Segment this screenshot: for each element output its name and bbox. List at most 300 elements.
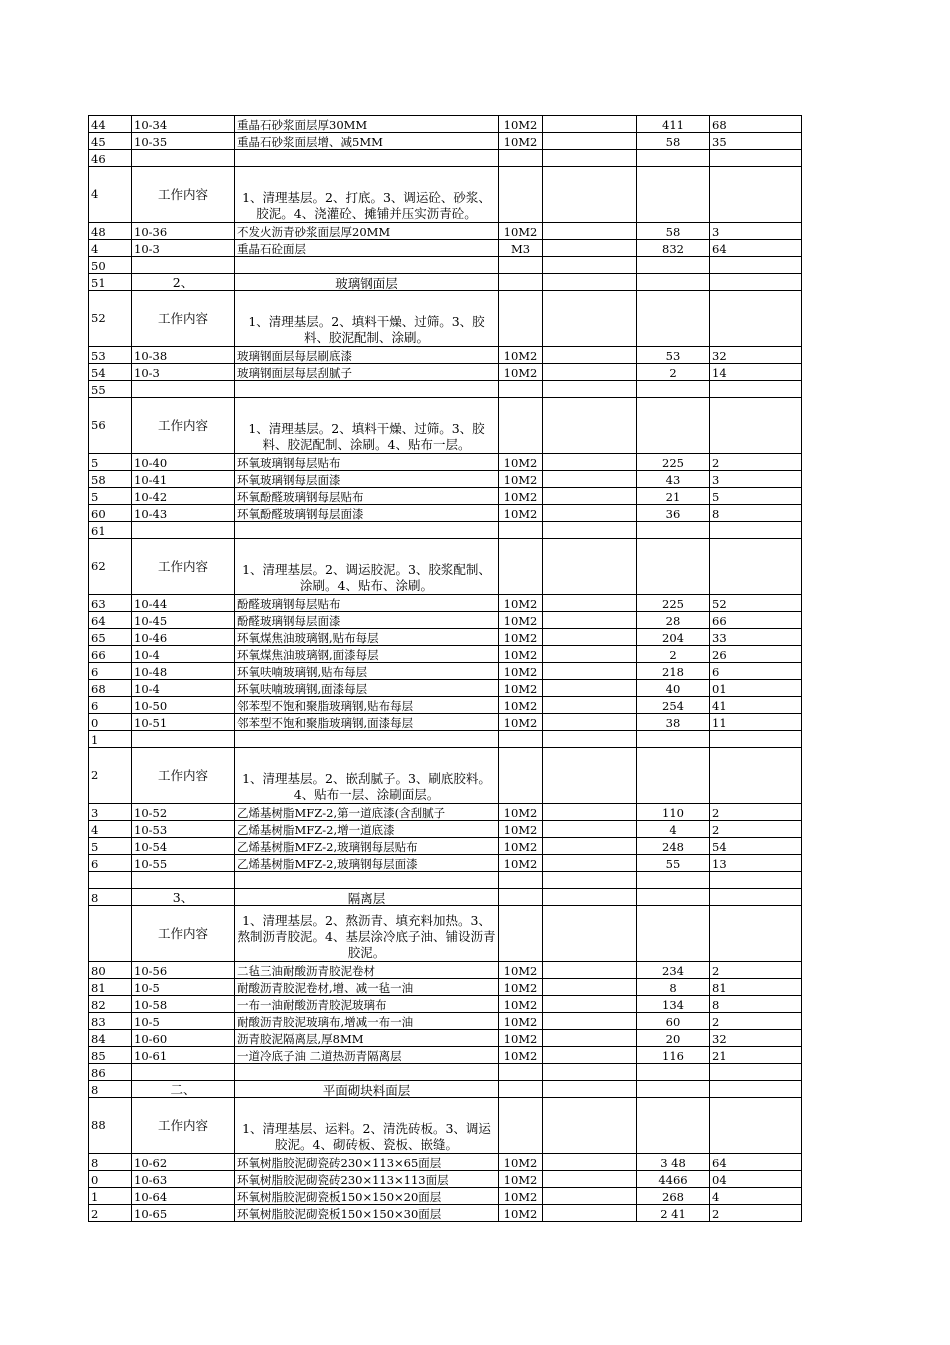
unit-cell: 10M2 <box>499 680 543 697</box>
quota-code-cell: 10-44 <box>132 595 235 612</box>
table-row <box>89 855 802 872</box>
table-row <box>89 454 802 471</box>
item-name-cell: 酚醛玻璃钢每层面漆 <box>235 612 499 629</box>
table-row <box>89 821 802 838</box>
unit-cell: 10M2 <box>499 646 543 663</box>
item-name-cell: 1、清理基层。2、填料干燥、过筛。3、胶料、胶泥配制、涂刷。4、贴布一层。 <box>235 398 499 454</box>
price-decimal-cell <box>710 872 802 889</box>
table-row <box>89 906 802 962</box>
quota-code-cell: 工作内容 <box>132 167 235 223</box>
blank-cell <box>543 167 637 223</box>
price-integer-cell: 218 <box>637 663 710 680</box>
row-number-cell: 45 <box>89 133 132 150</box>
table-row <box>89 889 802 906</box>
unit-cell: 10M2 <box>499 364 543 381</box>
table-row <box>89 274 802 291</box>
table-row <box>89 629 802 646</box>
table-row <box>89 748 802 804</box>
unit-cell: 10M2 <box>499 471 543 488</box>
unit-cell <box>499 1064 543 1081</box>
price-integer-cell: 28 <box>637 612 710 629</box>
price-integer-cell: 268 <box>637 1188 710 1205</box>
unit-cell: 10M2 <box>499 595 543 612</box>
row-number-cell: 8 <box>89 889 132 906</box>
table-row <box>89 680 802 697</box>
table-row <box>89 116 802 133</box>
quota-code-cell: 10-53 <box>132 821 235 838</box>
unit-cell: 10M2 <box>499 1030 543 1047</box>
item-name-cell: 沥青胶泥隔离层,厚8MM <box>235 1030 499 1047</box>
unit-cell <box>499 889 543 906</box>
item-name-cell: 邻苯型不饱和聚脂玻璃钢,贴布每层 <box>235 697 499 714</box>
blank-cell <box>543 223 637 240</box>
unit-cell <box>499 381 543 398</box>
unit-cell: 10M2 <box>499 838 543 855</box>
item-name-cell: 一道冷底子油 二道热沥青隔离层 <box>235 1047 499 1064</box>
quota-code-cell <box>132 150 235 167</box>
blank-cell <box>543 906 637 962</box>
quota-code-cell <box>132 257 235 274</box>
row-number-cell: 4 <box>89 240 132 257</box>
price-integer-cell: 411 <box>637 116 710 133</box>
row-number-cell <box>89 906 132 962</box>
unit-cell: 10M2 <box>499 821 543 838</box>
row-number-cell: 4 <box>89 821 132 838</box>
price-integer-cell: 248 <box>637 838 710 855</box>
quota-code-cell: 10-63 <box>132 1171 235 1188</box>
row-number-cell: 5 <box>89 838 132 855</box>
price-decimal-cell: 35 <box>710 133 802 150</box>
blank-cell <box>543 821 637 838</box>
blank-cell <box>543 612 637 629</box>
item-name-cell <box>235 522 499 539</box>
quota-code-cell: 10-62 <box>132 1154 235 1171</box>
item-name-cell: 邻苯型不饱和聚脂玻璃钢,面漆每层 <box>235 714 499 731</box>
unit-cell: 10M2 <box>499 1205 543 1222</box>
blank-cell <box>543 680 637 697</box>
price-integer-cell <box>637 398 710 454</box>
unit-cell: 10M2 <box>499 347 543 364</box>
row-number-cell: 8 <box>89 1154 132 1171</box>
table-row <box>89 347 802 364</box>
item-name-cell: 一布一油耐酸沥青胶泥玻璃布 <box>235 996 499 1013</box>
price-integer-cell: 254 <box>637 697 710 714</box>
unit-cell: 10M2 <box>499 714 543 731</box>
unit-cell: 10M2 <box>499 962 543 979</box>
price-integer-cell: 20 <box>637 1030 710 1047</box>
table-row <box>89 291 802 347</box>
quota-code-cell: 10-65 <box>132 1205 235 1222</box>
price-decimal-cell <box>710 906 802 962</box>
price-decimal-cell: 64 <box>710 240 802 257</box>
blank-cell <box>543 996 637 1013</box>
row-number-cell: 55 <box>89 381 132 398</box>
price-integer-cell: 2 <box>637 364 710 381</box>
unit-cell <box>499 257 543 274</box>
price-decimal-cell: 11 <box>710 714 802 731</box>
price-decimal-cell <box>710 398 802 454</box>
price-decimal-cell <box>710 257 802 274</box>
table-row <box>89 150 802 167</box>
blank-cell <box>543 1154 637 1171</box>
unit-cell: 10M2 <box>499 488 543 505</box>
price-integer-cell: 36 <box>637 505 710 522</box>
quota-code-cell: 10-43 <box>132 505 235 522</box>
row-number-cell: 84 <box>89 1030 132 1047</box>
unit-cell: 10M2 <box>499 663 543 680</box>
item-name-cell: 1、清理基层。2、熬沥青、填充料加热。3、熬制沥青胶泥。4、基层涂冷底子油、铺设沥青胶泥。 <box>235 906 499 962</box>
row-number-cell: 53 <box>89 347 132 364</box>
price-decimal-cell: 41 <box>710 697 802 714</box>
price-decimal-cell: 64 <box>710 1154 802 1171</box>
row-number-cell: 6 <box>89 663 132 680</box>
unit-cell: 10M2 <box>499 979 543 996</box>
blank-cell <box>543 488 637 505</box>
price-integer-cell: 4 <box>637 821 710 838</box>
item-name-cell: 环氧煤焦油玻璃钢,贴布每层 <box>235 629 499 646</box>
quota-code-cell: 10-64 <box>132 1188 235 1205</box>
row-number-cell: 85 <box>89 1047 132 1064</box>
row-number-cell: 80 <box>89 962 132 979</box>
price-decimal-cell: 2 <box>710 1013 802 1030</box>
table-row <box>89 167 802 223</box>
unit-cell <box>499 398 543 454</box>
quota-code-cell: 10-45 <box>132 612 235 629</box>
price-decimal-cell: 01 <box>710 680 802 697</box>
quota-code-cell: 10-5 <box>132 1013 235 1030</box>
quota-code-cell: 工作内容 <box>132 906 235 962</box>
blank-cell <box>543 539 637 595</box>
table-row <box>89 1188 802 1205</box>
table-row <box>89 962 802 979</box>
item-name-cell <box>235 257 499 274</box>
price-decimal-cell: 2 <box>710 1205 802 1222</box>
quota-code-cell: 3、 <box>132 889 235 906</box>
price-integer-cell: 43 <box>637 471 710 488</box>
row-number-cell: 44 <box>89 116 132 133</box>
price-integer-cell: 2 <box>637 646 710 663</box>
quota-code-cell: 10-4 <box>132 680 235 697</box>
row-number-cell: 8 <box>89 1081 132 1098</box>
unit-cell <box>499 291 543 347</box>
price-decimal-cell <box>710 889 802 906</box>
blank-cell <box>543 889 637 906</box>
unit-cell: 10M2 <box>499 629 543 646</box>
price-decimal-cell: 81 <box>710 979 802 996</box>
table-row <box>89 731 802 748</box>
price-integer-cell <box>637 522 710 539</box>
blank-cell <box>543 1047 637 1064</box>
item-name-cell: 玻璃钢面层 <box>235 274 499 291</box>
quota-table <box>88 115 802 1222</box>
row-number-cell: 0 <box>89 1171 132 1188</box>
unit-cell <box>499 274 543 291</box>
item-name-cell: 不发火沥青砂浆面层厚20MM <box>235 223 499 240</box>
table-row <box>89 381 802 398</box>
price-decimal-cell <box>710 167 802 223</box>
quota-code-cell: 10-55 <box>132 855 235 872</box>
blank-cell <box>543 381 637 398</box>
row-number-cell <box>89 872 132 889</box>
blank-cell <box>543 663 637 680</box>
price-integer-cell <box>637 872 710 889</box>
blank-cell <box>543 838 637 855</box>
price-integer-cell <box>637 1081 710 1098</box>
price-integer-cell: 40 <box>637 680 710 697</box>
table-row <box>89 595 802 612</box>
row-number-cell: 62 <box>89 539 132 595</box>
unit-cell <box>499 539 543 595</box>
item-name-cell: 环氧树脂胶泥砌瓷砖230×113×65面层 <box>235 1154 499 1171</box>
row-number-cell: 65 <box>89 629 132 646</box>
quota-code-cell <box>132 731 235 748</box>
item-name-cell: 1、清理基层。2、调运胶泥。3、胶浆配制、涂刷。4、贴布、涂刷。 <box>235 539 499 595</box>
unit-cell: 10M2 <box>499 697 543 714</box>
item-name-cell: 环氧呋喃玻璃钢,面漆每层 <box>235 680 499 697</box>
unit-cell <box>499 1081 543 1098</box>
price-integer-cell: 234 <box>637 962 710 979</box>
row-number-cell: 1 <box>89 731 132 748</box>
blank-cell <box>543 347 637 364</box>
item-name-cell: 隔离层 <box>235 889 499 906</box>
price-integer-cell: 3 48 <box>637 1154 710 1171</box>
quota-code-cell: 10-60 <box>132 1030 235 1047</box>
unit-cell: 10M2 <box>499 804 543 821</box>
quota-code-cell: 10-46 <box>132 629 235 646</box>
table-row <box>89 979 802 996</box>
price-decimal-cell: 6 <box>710 663 802 680</box>
blank-cell <box>543 116 637 133</box>
quota-code-cell: 10-56 <box>132 962 235 979</box>
table-row <box>89 996 802 1013</box>
row-number-cell: 83 <box>89 1013 132 1030</box>
price-decimal-cell: 2 <box>710 804 802 821</box>
price-decimal-cell: 33 <box>710 629 802 646</box>
table-row <box>89 1081 802 1098</box>
blank-cell <box>543 697 637 714</box>
row-number-cell: 3 <box>89 804 132 821</box>
table-row <box>89 1098 802 1154</box>
table-row <box>89 364 802 381</box>
price-decimal-cell <box>710 291 802 347</box>
row-number-cell: 68 <box>89 680 132 697</box>
table-row <box>89 240 802 257</box>
quota-code-cell: 工作内容 <box>132 291 235 347</box>
table-row <box>89 872 802 889</box>
price-integer-cell <box>637 889 710 906</box>
quota-table-body <box>89 116 802 1222</box>
price-decimal-cell: 32 <box>710 1030 802 1047</box>
price-integer-cell: 8 <box>637 979 710 996</box>
price-decimal-cell <box>710 381 802 398</box>
unit-cell: 10M2 <box>499 116 543 133</box>
item-name-cell: 重晶石砂浆面层增、减5MM <box>235 133 499 150</box>
row-number-cell: 52 <box>89 291 132 347</box>
unit-cell: M3 <box>499 240 543 257</box>
item-name-cell: 环氧玻璃钢每层贴布 <box>235 454 499 471</box>
quota-code-cell: 工作内容 <box>132 398 235 454</box>
blank-cell <box>543 150 637 167</box>
unit-cell: 10M2 <box>499 1171 543 1188</box>
blank-cell <box>543 1188 637 1205</box>
unit-cell: 10M2 <box>499 996 543 1013</box>
quota-code-cell: 10-61 <box>132 1047 235 1064</box>
price-decimal-cell: 2 <box>710 454 802 471</box>
price-integer-cell: 21 <box>637 488 710 505</box>
price-decimal-cell: 32 <box>710 347 802 364</box>
table-row <box>89 663 802 680</box>
unit-cell <box>499 731 543 748</box>
quota-code-cell: 10-52 <box>132 804 235 821</box>
blank-cell <box>543 1205 637 1222</box>
unit-cell: 10M2 <box>499 1188 543 1205</box>
price-decimal-cell: 68 <box>710 116 802 133</box>
price-decimal-cell: 5 <box>710 488 802 505</box>
price-integer-cell: 225 <box>637 454 710 471</box>
row-number-cell: 60 <box>89 505 132 522</box>
price-integer-cell <box>637 539 710 595</box>
item-name-cell: 玻璃钢面层每层刮腻子 <box>235 364 499 381</box>
item-name-cell: 乙烯基树脂MFZ-2,玻璃钢每层贴布 <box>235 838 499 855</box>
item-name-cell: 耐酸沥青胶泥玻璃布,增减一布一油 <box>235 1013 499 1030</box>
table-row <box>89 398 802 454</box>
price-decimal-cell: 2 <box>710 821 802 838</box>
row-number-cell: 51 <box>89 274 132 291</box>
row-number-cell: 46 <box>89 150 132 167</box>
price-integer-cell <box>637 150 710 167</box>
row-number-cell: 0 <box>89 714 132 731</box>
row-number-cell: 6 <box>89 855 132 872</box>
price-integer-cell: 204 <box>637 629 710 646</box>
table-row <box>89 133 802 150</box>
item-name-cell <box>235 872 499 889</box>
item-name-cell: 重晶石砼面层 <box>235 240 499 257</box>
quota-code-cell: 10-51 <box>132 714 235 731</box>
blank-cell <box>543 471 637 488</box>
row-number-cell: 6 <box>89 697 132 714</box>
quota-code-cell: 2、 <box>132 274 235 291</box>
unit-cell <box>499 748 543 804</box>
price-integer-cell: 53 <box>637 347 710 364</box>
table-row <box>89 838 802 855</box>
table-row <box>89 804 802 821</box>
price-decimal-cell: 13 <box>710 855 802 872</box>
unit-cell <box>499 167 543 223</box>
unit-cell <box>499 1098 543 1154</box>
item-name-cell: 1、清理基层。2、打底。3、调运砼、砂浆、胶泥。4、浇灌砼、摊铺并压实沥青砼。 <box>235 167 499 223</box>
table-row <box>89 539 802 595</box>
blank-cell <box>543 1081 637 1098</box>
row-number-cell: 88 <box>89 1098 132 1154</box>
price-integer-cell: 38 <box>637 714 710 731</box>
row-number-cell: 4 <box>89 167 132 223</box>
blank-cell <box>543 962 637 979</box>
price-integer-cell: 225 <box>637 595 710 612</box>
blank-cell <box>543 804 637 821</box>
unit-cell: 10M2 <box>499 1047 543 1064</box>
price-integer-cell: 4466 <box>637 1171 710 1188</box>
quota-code-cell: 10-3 <box>132 240 235 257</box>
price-integer-cell <box>637 291 710 347</box>
price-decimal-cell: 8 <box>710 996 802 1013</box>
item-name-cell: 1、清理基层、运料。2、清洗砖板。3、调运胶泥。4、砌砖板、瓷板、嵌缝。 <box>235 1098 499 1154</box>
quota-code-cell: 10-54 <box>132 838 235 855</box>
blank-cell <box>543 979 637 996</box>
price-integer-cell <box>637 731 710 748</box>
item-name-cell: 玻璃钢面层每层刷底漆 <box>235 347 499 364</box>
quota-code-cell: 10-48 <box>132 663 235 680</box>
price-integer-cell: 2 41 <box>637 1205 710 1222</box>
price-decimal-cell: 21 <box>710 1047 802 1064</box>
item-name-cell <box>235 1064 499 1081</box>
quota-code-cell <box>132 522 235 539</box>
price-decimal-cell: 8 <box>710 505 802 522</box>
price-integer-cell <box>637 906 710 962</box>
price-integer-cell <box>637 1098 710 1154</box>
row-number-cell: 50 <box>89 257 132 274</box>
blank-cell <box>543 748 637 804</box>
quota-code-cell: 10-58 <box>132 996 235 1013</box>
price-integer-cell: 58 <box>637 223 710 240</box>
price-integer-cell <box>637 274 710 291</box>
unit-cell: 10M2 <box>499 1154 543 1171</box>
unit-cell: 10M2 <box>499 1013 543 1030</box>
price-integer-cell: 55 <box>637 855 710 872</box>
blank-cell <box>543 398 637 454</box>
table-row <box>89 1171 802 1188</box>
table-row <box>89 471 802 488</box>
price-decimal-cell <box>710 748 802 804</box>
table-row <box>89 223 802 240</box>
row-number-cell: 58 <box>89 471 132 488</box>
table-row <box>89 1013 802 1030</box>
unit-cell <box>499 872 543 889</box>
price-integer-cell: 60 <box>637 1013 710 1030</box>
price-decimal-cell: 2 <box>710 962 802 979</box>
row-number-cell: 2 <box>89 1205 132 1222</box>
blank-cell <box>543 133 637 150</box>
blank-cell <box>543 240 637 257</box>
item-name-cell: 环氧树脂胶泥砌瓷砖230×113×113面层 <box>235 1171 499 1188</box>
row-number-cell: 5 <box>89 488 132 505</box>
blank-cell <box>543 1098 637 1154</box>
price-integer-cell: 134 <box>637 996 710 1013</box>
item-name-cell: 环氧玻璃钢每层面漆 <box>235 471 499 488</box>
item-name-cell: 酚醛玻璃钢每层贴布 <box>235 595 499 612</box>
price-decimal-cell: 4 <box>710 1188 802 1205</box>
price-integer-cell <box>637 167 710 223</box>
price-decimal-cell: 26 <box>710 646 802 663</box>
blank-cell <box>543 595 637 612</box>
row-number-cell: 66 <box>89 646 132 663</box>
item-name-cell: 环氧煤焦油玻璃钢,面漆每层 <box>235 646 499 663</box>
price-decimal-cell: 66 <box>710 612 802 629</box>
row-number-cell: 54 <box>89 364 132 381</box>
price-integer-cell <box>637 257 710 274</box>
item-name-cell: 重晶石砂浆面层厚30MM <box>235 116 499 133</box>
item-name-cell: 环氧酚醛玻璃钢每层面漆 <box>235 505 499 522</box>
price-decimal-cell <box>710 1098 802 1154</box>
table-row <box>89 1064 802 1081</box>
item-name-cell: 乙烯基树脂MFZ-2,玻璃钢每层面漆 <box>235 855 499 872</box>
quota-code-cell <box>132 1064 235 1081</box>
blank-cell <box>543 629 637 646</box>
price-decimal-cell: 14 <box>710 364 802 381</box>
blank-cell <box>543 274 637 291</box>
table-row <box>89 522 802 539</box>
blank-cell <box>543 505 637 522</box>
blank-cell <box>543 291 637 347</box>
